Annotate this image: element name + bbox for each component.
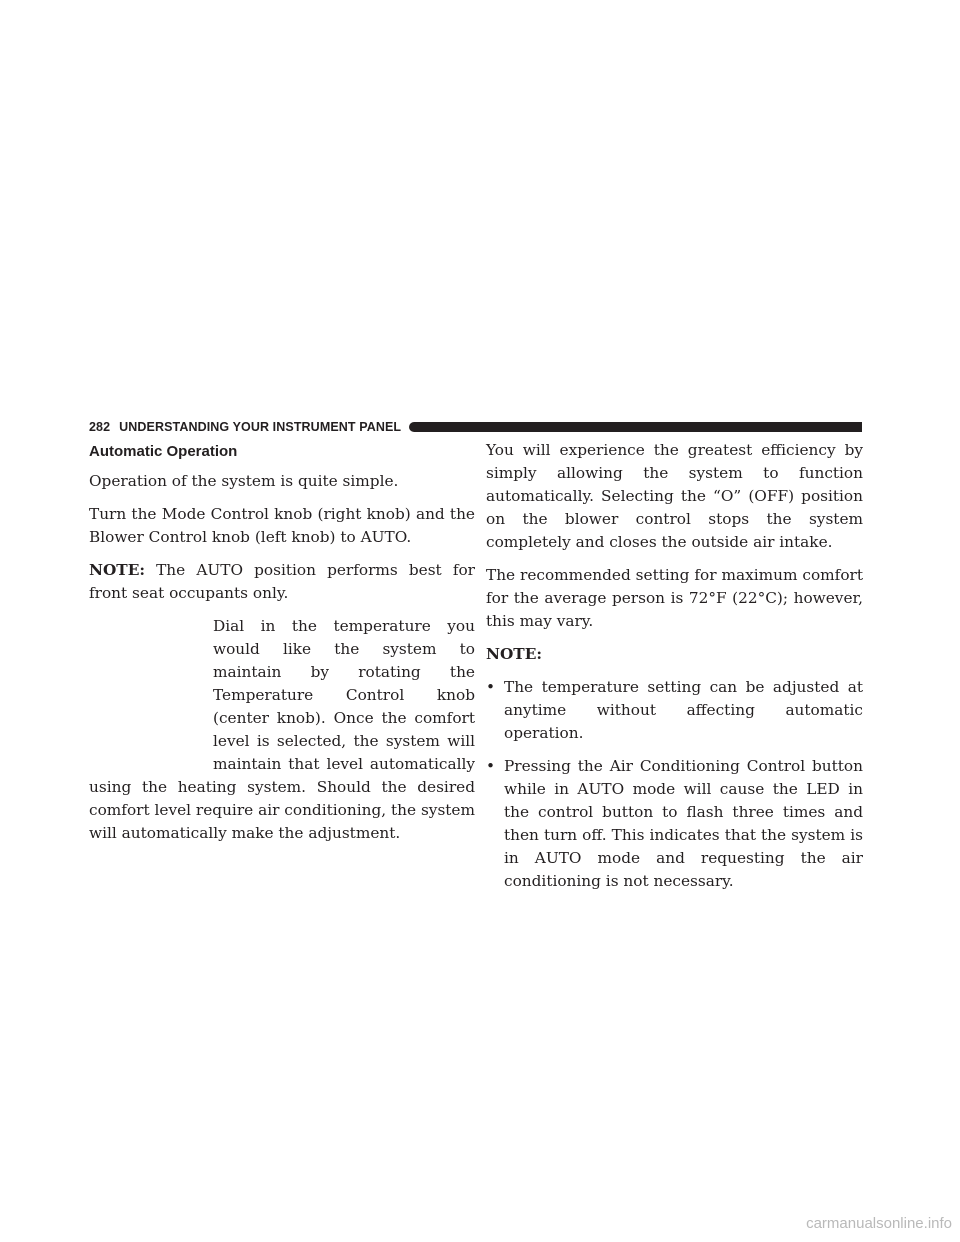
header-rule [409, 422, 862, 432]
paragraph-temperature [89, 615, 475, 845]
list-item [486, 755, 863, 893]
note-auto-position [89, 559, 475, 605]
paragraph-efficiency: You will experience the greatest efficiency by simply allowing the system to function automatically. Selecting the “O” (OFF) position on the blower control stops the system completely and closes the outside air intake. [486, 441, 863, 551]
note-text: The AUTO position performs best for front seat occupants only. [89, 561, 475, 602]
section-title: UNDERSTANDING YOUR INSTRUMENT PANEL [119, 420, 402, 434]
note-label: NOTE: [486, 645, 542, 663]
bullet-icon: • [486, 678, 496, 696]
paragraph-temperature-text: Dial in the temperature you would like the system to maintain by rotating the Temperature Control knob (center knob). Once the comfort level is selected, the system will maintain that level automatically using the heating system. Should the desired comfort level require air conditioning, the system will automatically make the adjustment. [89, 617, 475, 842]
right-column [486, 439, 863, 903]
list-item [486, 676, 863, 745]
bullet-text: The temperature setting can be adjusted at anytime without affecting automatic operation. [504, 678, 863, 742]
paragraph-recommended: The recommended setting for maximum comfort for the average person is 72°F (22°C); however, this may vary. [486, 566, 863, 630]
note-label: NOTE: [89, 561, 145, 579]
bullet-icon: • [486, 757, 496, 775]
section-heading: Automatic Operation [89, 443, 238, 460]
paragraph-intro: Operation of the system is quite simple. [89, 472, 399, 490]
page-header [89, 419, 862, 435]
watermark: carmanualsonline.info [806, 1215, 952, 1232]
bullet-text: Pressing the Air Conditioning Control button while in AUTO mode will cause the LED in the control button to flash three times and then turn off. This indicates that the system is in AUTO mode and requesting the air conditioning is not necessary. [504, 757, 863, 890]
page-number: 282 [89, 420, 111, 434]
paragraph-mode-control: Turn the Mode Control knob (right knob) and the Blower Control knob (left knob) to AUTO. [89, 505, 475, 546]
figure-space [89, 619, 213, 757]
left-column [89, 439, 475, 855]
